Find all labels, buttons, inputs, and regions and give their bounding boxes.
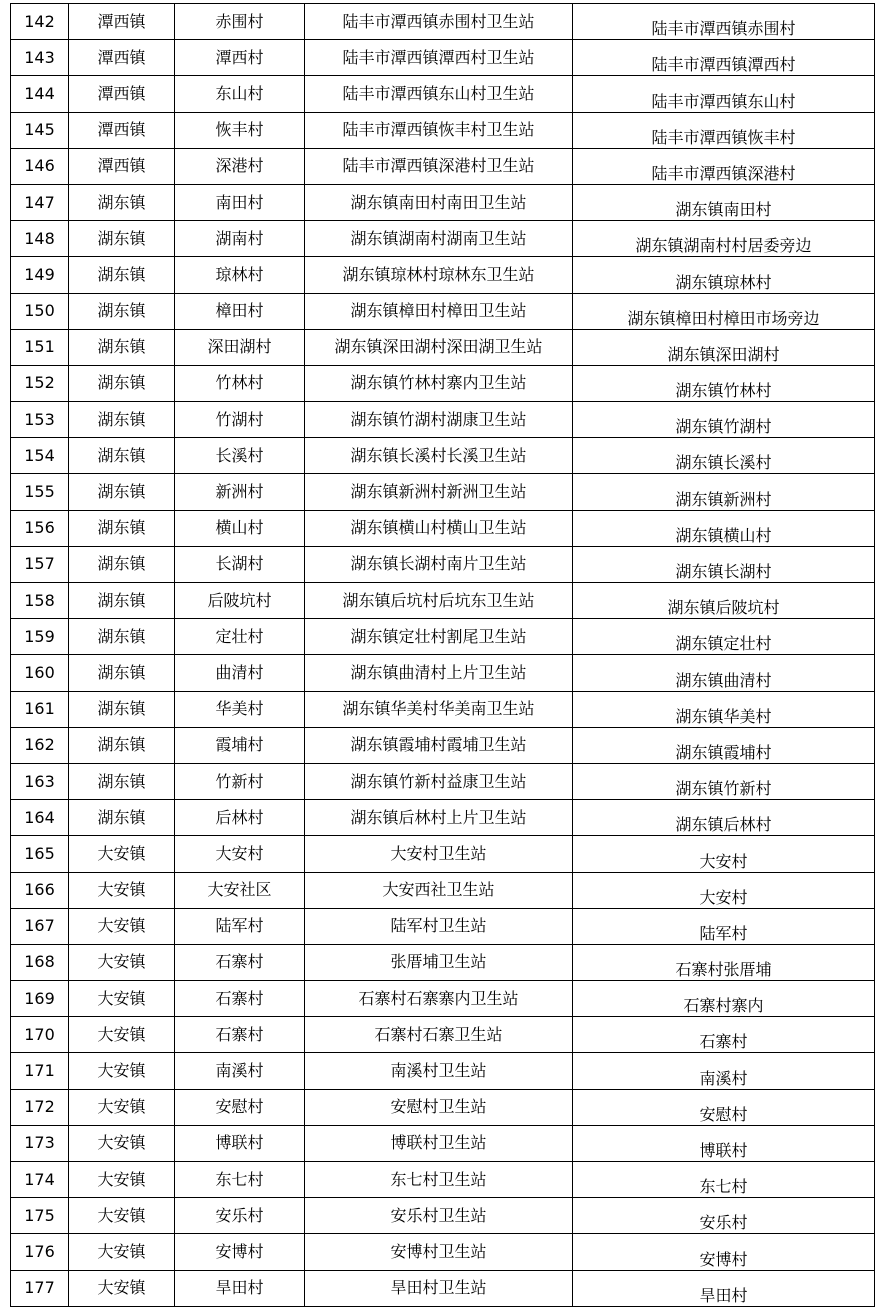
address-cell: 湖东镇横山村 <box>573 510 875 546</box>
village-cell: 曲清村 <box>175 655 305 691</box>
table-row <box>11 1017 875 1053</box>
village-cell: 陆军村 <box>175 908 305 944</box>
village-cell: 后林村 <box>175 800 305 836</box>
table-row <box>11 619 875 655</box>
village-cell: 大安村 <box>175 836 305 872</box>
table-row <box>11 763 875 799</box>
clinic-name-cell: 湖东镇曲清村上片卫生站 <box>305 655 573 691</box>
row-number-cell: 175 <box>11 1198 69 1234</box>
village-cell: 安乐村 <box>175 1198 305 1234</box>
table-row <box>11 981 875 1017</box>
village-cell: 长湖村 <box>175 546 305 582</box>
village-cell: 深田湖村 <box>175 329 305 365</box>
town-cell: 湖东镇 <box>69 619 175 655</box>
address-cell: 东七村 <box>573 1162 875 1198</box>
town-cell: 潭西镇 <box>69 112 175 148</box>
town-cell: 大安镇 <box>69 1089 175 1125</box>
address-cell: 安慰村 <box>573 1089 875 1125</box>
clinic-name-cell: 陆丰市潭西镇东山村卫生站 <box>305 76 573 112</box>
row-number-cell: 164 <box>11 800 69 836</box>
table-row <box>11 1198 875 1234</box>
address-cell: 湖东镇湖南村村居委旁边 <box>573 221 875 257</box>
village-cell: 博联村 <box>175 1125 305 1161</box>
row-number-cell: 176 <box>11 1234 69 1270</box>
village-cell: 东山村 <box>175 76 305 112</box>
town-cell: 大安镇 <box>69 944 175 980</box>
row-number-cell: 144 <box>11 76 69 112</box>
village-cell: 霞埔村 <box>175 727 305 763</box>
row-number-cell: 143 <box>11 40 69 76</box>
row-number-cell: 150 <box>11 293 69 329</box>
village-cell: 赤围村 <box>175 4 305 40</box>
village-cell: 安博村 <box>175 1234 305 1270</box>
table-row <box>11 402 875 438</box>
address-cell: 湖东镇南田村 <box>573 184 875 220</box>
table-row <box>11 872 875 908</box>
village-cell: 南溪村 <box>175 1053 305 1089</box>
row-number-cell: 174 <box>11 1162 69 1198</box>
table-row <box>11 1234 875 1270</box>
table-row <box>11 691 875 727</box>
clinic-name-cell: 湖东镇南田村南田卫生站 <box>305 184 573 220</box>
table-row <box>11 184 875 220</box>
clinic-name-cell: 大安西社卫生站 <box>305 872 573 908</box>
row-number-cell: 170 <box>11 1017 69 1053</box>
table-row <box>11 293 875 329</box>
clinic-name-cell: 湖东镇后林村上片卫生站 <box>305 800 573 836</box>
town-cell: 湖东镇 <box>69 329 175 365</box>
address-cell: 湖东镇霞埔村 <box>573 727 875 763</box>
clinic-name-cell: 湖东镇樟田村樟田卫生站 <box>305 293 573 329</box>
row-number-cell: 162 <box>11 727 69 763</box>
town-cell: 潭西镇 <box>69 76 175 112</box>
table-row <box>11 908 875 944</box>
table-row <box>11 800 875 836</box>
table-row <box>11 438 875 474</box>
village-cell: 深港村 <box>175 148 305 184</box>
clinic-name-cell: 陆丰市潭西镇深港村卫生站 <box>305 148 573 184</box>
clinic-name-cell: 东七村卫生站 <box>305 1162 573 1198</box>
clinic-name-cell: 湖东镇竹新村益康卫生站 <box>305 763 573 799</box>
row-number-cell: 168 <box>11 944 69 980</box>
row-number-cell: 147 <box>11 184 69 220</box>
row-number-cell: 148 <box>11 221 69 257</box>
village-cell: 竹新村 <box>175 763 305 799</box>
town-cell: 湖东镇 <box>69 510 175 546</box>
table-row <box>11 510 875 546</box>
table-row <box>11 583 875 619</box>
row-number-cell: 169 <box>11 981 69 1017</box>
address-cell: 陆丰市潭西镇东山村 <box>573 76 875 112</box>
clinic-name-cell: 湖东镇华美村华美南卫生站 <box>305 691 573 727</box>
town-cell: 湖东镇 <box>69 402 175 438</box>
address-cell: 旱田村 <box>573 1270 875 1306</box>
table-row <box>11 329 875 365</box>
address-cell: 湖东镇深田湖村 <box>573 329 875 365</box>
clinic-name-cell: 湖东镇定壮村割尾卫生站 <box>305 619 573 655</box>
row-number-cell: 151 <box>11 329 69 365</box>
table-row <box>11 148 875 184</box>
village-cell: 后陂坑村 <box>175 583 305 619</box>
table-row <box>11 1270 875 1306</box>
clinic-name-cell: 陆丰市潭西镇潭西村卫生站 <box>305 40 573 76</box>
clinic-name-cell: 大安村卫生站 <box>305 836 573 872</box>
clinic-name-cell: 湖东镇琼林村琼林东卫生站 <box>305 257 573 293</box>
village-cell: 东七村 <box>175 1162 305 1198</box>
clinic-name-cell: 湖东镇竹林村寨内卫生站 <box>305 365 573 401</box>
village-cell: 潭西村 <box>175 40 305 76</box>
row-number-cell: 156 <box>11 510 69 546</box>
address-cell: 湖东镇长湖村 <box>573 546 875 582</box>
village-cell: 南田村 <box>175 184 305 220</box>
town-cell: 大安镇 <box>69 1162 175 1198</box>
clinic-name-cell: 湖东镇长溪村长溪卫生站 <box>305 438 573 474</box>
row-number-cell: 142 <box>11 4 69 40</box>
village-cell: 琼林村 <box>175 257 305 293</box>
row-number-cell: 149 <box>11 257 69 293</box>
clinic-name-cell: 安博村卫生站 <box>305 1234 573 1270</box>
table-row <box>11 474 875 510</box>
town-cell: 潭西镇 <box>69 40 175 76</box>
address-cell: 湖东镇竹林村 <box>573 365 875 401</box>
village-cell: 石寨村 <box>175 1017 305 1053</box>
address-cell: 湖东镇定壮村 <box>573 619 875 655</box>
town-cell: 湖东镇 <box>69 800 175 836</box>
town-cell: 湖东镇 <box>69 474 175 510</box>
address-cell: 安博村 <box>573 1234 875 1270</box>
address-cell: 陆丰市潭西镇赤围村 <box>573 4 875 40</box>
clinic-name-cell: 湖东镇湖南村湖南卫生站 <box>305 221 573 257</box>
row-number-cell: 173 <box>11 1125 69 1161</box>
town-cell: 潭西镇 <box>69 4 175 40</box>
clinic-name-cell: 石寨村石寨寨内卫生站 <box>305 981 573 1017</box>
village-cell: 安慰村 <box>175 1089 305 1125</box>
town-cell: 湖东镇 <box>69 184 175 220</box>
address-cell: 陆丰市潭西镇深港村 <box>573 148 875 184</box>
town-cell: 大安镇 <box>69 1017 175 1053</box>
town-cell: 湖东镇 <box>69 583 175 619</box>
village-cell: 竹林村 <box>175 365 305 401</box>
row-number-cell: 153 <box>11 402 69 438</box>
town-cell: 湖东镇 <box>69 293 175 329</box>
address-cell: 安乐村 <box>573 1198 875 1234</box>
town-cell: 湖东镇 <box>69 257 175 293</box>
address-cell: 大安村 <box>573 836 875 872</box>
row-number-cell: 155 <box>11 474 69 510</box>
address-cell: 湖东镇曲清村 <box>573 655 875 691</box>
clinic-name-cell: 湖东镇新洲村新洲卫生站 <box>305 474 573 510</box>
clinic-name-cell: 陆丰市潭西镇赤围村卫生站 <box>305 4 573 40</box>
village-cell: 恢丰村 <box>175 112 305 148</box>
clinic-name-cell: 湖东镇深田湖村深田湖卫生站 <box>305 329 573 365</box>
row-number-cell: 146 <box>11 148 69 184</box>
town-cell: 湖东镇 <box>69 763 175 799</box>
table-row <box>11 1125 875 1161</box>
clinic-name-cell: 湖东镇长湖村南片卫生站 <box>305 546 573 582</box>
table-row <box>11 546 875 582</box>
town-cell: 潭西镇 <box>69 148 175 184</box>
address-cell: 湖东镇新洲村 <box>573 474 875 510</box>
row-number-cell: 154 <box>11 438 69 474</box>
row-number-cell: 163 <box>11 763 69 799</box>
clinic-name-cell: 博联村卫生站 <box>305 1125 573 1161</box>
town-cell: 湖东镇 <box>69 365 175 401</box>
clinic-name-cell: 安慰村卫生站 <box>305 1089 573 1125</box>
table-row <box>11 727 875 763</box>
row-number-cell: 152 <box>11 365 69 401</box>
row-number-cell: 158 <box>11 583 69 619</box>
row-number-cell: 172 <box>11 1089 69 1125</box>
address-cell: 陆军村 <box>573 908 875 944</box>
town-cell: 大安镇 <box>69 1270 175 1306</box>
town-cell: 大安镇 <box>69 908 175 944</box>
clinic-name-cell: 陆丰市潭西镇恢丰村卫生站 <box>305 112 573 148</box>
table-row <box>11 221 875 257</box>
village-cell: 新洲村 <box>175 474 305 510</box>
village-cell: 旱田村 <box>175 1270 305 1306</box>
town-cell: 大安镇 <box>69 981 175 1017</box>
row-number-cell: 165 <box>11 836 69 872</box>
village-cell: 大安社区 <box>175 872 305 908</box>
town-cell: 湖东镇 <box>69 727 175 763</box>
town-cell: 湖东镇 <box>69 438 175 474</box>
address-cell: 湖东镇竹湖村 <box>573 402 875 438</box>
table-row <box>11 944 875 980</box>
table-row <box>11 1053 875 1089</box>
town-cell: 湖东镇 <box>69 655 175 691</box>
village-cell: 华美村 <box>175 691 305 727</box>
row-number-cell: 159 <box>11 619 69 655</box>
village-cell: 湖南村 <box>175 221 305 257</box>
town-cell: 大安镇 <box>69 1234 175 1270</box>
clinic-name-cell: 湖东镇竹湖村湖康卫生站 <box>305 402 573 438</box>
town-cell: 大安镇 <box>69 1125 175 1161</box>
table-row <box>11 76 875 112</box>
address-cell: 石寨村张厝埔 <box>573 944 875 980</box>
table-row <box>11 1089 875 1125</box>
village-cell: 石寨村 <box>175 944 305 980</box>
table-row <box>11 365 875 401</box>
row-number-cell: 157 <box>11 546 69 582</box>
address-cell: 湖东镇后林村 <box>573 800 875 836</box>
village-cell: 定壮村 <box>175 619 305 655</box>
town-cell: 大安镇 <box>69 836 175 872</box>
clinic-name-cell: 旱田村卫生站 <box>305 1270 573 1306</box>
address-cell: 南溪村 <box>573 1053 875 1089</box>
address-cell: 大安村 <box>573 872 875 908</box>
table-row <box>11 1162 875 1198</box>
town-cell: 大安镇 <box>69 1053 175 1089</box>
row-number-cell: 161 <box>11 691 69 727</box>
row-number-cell: 177 <box>11 1270 69 1306</box>
address-cell: 湖东镇后陂坑村 <box>573 583 875 619</box>
address-cell: 石寨村寨内 <box>573 981 875 1017</box>
row-number-cell: 160 <box>11 655 69 691</box>
address-cell: 博联村 <box>573 1125 875 1161</box>
table-row <box>11 112 875 148</box>
table-row <box>11 836 875 872</box>
village-cell: 石寨村 <box>175 981 305 1017</box>
clinic-name-cell: 张厝埔卫生站 <box>305 944 573 980</box>
row-number-cell: 166 <box>11 872 69 908</box>
row-number-cell: 145 <box>11 112 69 148</box>
clinic-name-cell: 安乐村卫生站 <box>305 1198 573 1234</box>
clinic-name-cell: 石寨村石寨卫生站 <box>305 1017 573 1053</box>
address-cell: 湖东镇樟田村樟田市场旁边 <box>573 293 875 329</box>
town-cell: 湖东镇 <box>69 546 175 582</box>
village-cell: 竹湖村 <box>175 402 305 438</box>
clinic-table-body <box>11 4 875 1307</box>
row-number-cell: 167 <box>11 908 69 944</box>
clinic-table <box>10 3 875 1307</box>
clinic-name-cell: 湖东镇霞埔村霞埔卫生站 <box>305 727 573 763</box>
table-row <box>11 655 875 691</box>
address-cell: 湖东镇长溪村 <box>573 438 875 474</box>
address-cell: 湖东镇竹新村 <box>573 763 875 799</box>
clinic-name-cell: 湖东镇后坑村后坑东卫生站 <box>305 583 573 619</box>
table-row <box>11 40 875 76</box>
address-cell: 湖东镇华美村 <box>573 691 875 727</box>
address-cell: 陆丰市潭西镇潭西村 <box>573 40 875 76</box>
table-row <box>11 4 875 40</box>
row-number-cell: 171 <box>11 1053 69 1089</box>
village-cell: 横山村 <box>175 510 305 546</box>
address-cell: 石寨村 <box>573 1017 875 1053</box>
table-row <box>11 257 875 293</box>
village-cell: 长溪村 <box>175 438 305 474</box>
village-cell: 樟田村 <box>175 293 305 329</box>
town-cell: 大安镇 <box>69 872 175 908</box>
clinic-name-cell: 陆军村卫生站 <box>305 908 573 944</box>
town-cell: 湖东镇 <box>69 691 175 727</box>
address-cell: 陆丰市潭西镇恢丰村 <box>573 112 875 148</box>
clinic-name-cell: 南溪村卫生站 <box>305 1053 573 1089</box>
address-cell: 湖东镇琼林村 <box>573 257 875 293</box>
town-cell: 湖东镇 <box>69 221 175 257</box>
town-cell: 大安镇 <box>69 1198 175 1234</box>
clinic-name-cell: 湖东镇横山村横山卫生站 <box>305 510 573 546</box>
